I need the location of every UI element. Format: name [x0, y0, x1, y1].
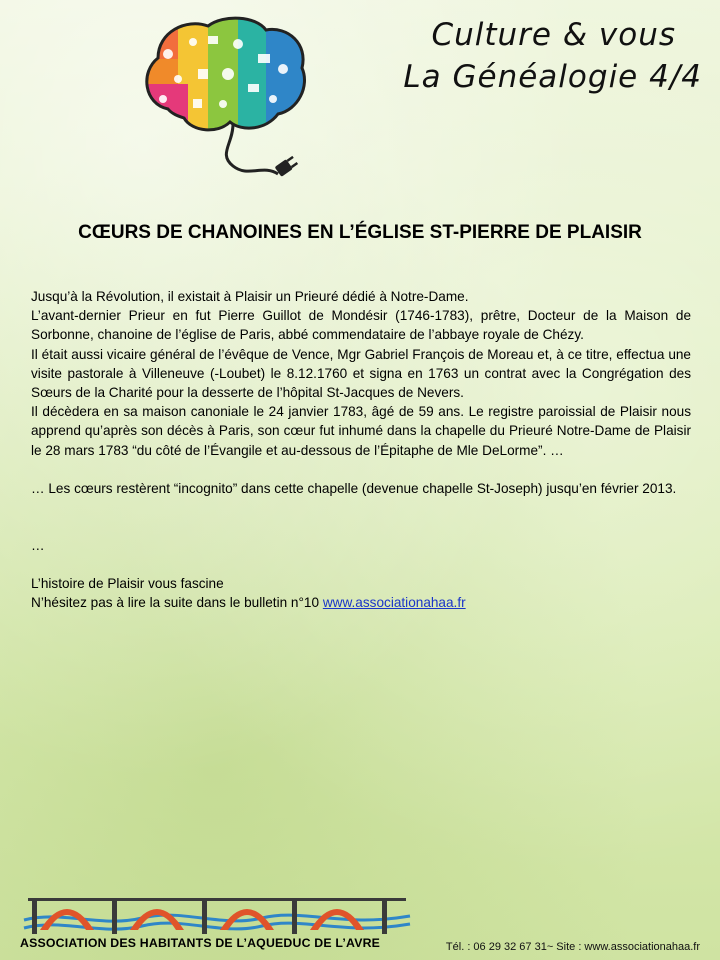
paragraph-4: Il décèdera en sa maison canoniale le 24 janvier 1783, âgé de 59 ans. Le registre paroissial de Plaisir nous apprend qu’après son décès à Paris, son cœur fut inhumé dans la chapelle du Prieuré Notre-Dame de Plaisir le 28 mars 1783 “du côté de l’Évangile et au-dessous de l’Épitaphe de Mle DeLorme”. … — [31, 404, 691, 458]
paragraph-2: L’avant-dernier Prieur en fut Pierre Guillot de Mondésir (1746-1783), prêtre, Docteur de la Maison de Sorbonne, chanoine de l’église de Paris, abbé commendataire de l’abbaye royale de Chézy. — [31, 308, 691, 343]
brain-icon — [138, 14, 308, 189]
header-line1: Culture & vous — [431, 17, 676, 53]
paragraph-8-text: N’hésitez pas à lire la suite dans le bulletin n°10 — [31, 595, 323, 611]
contact-info: Tél. : 06 29 32 67 31~ Site : www.associationahaa.fr — [445, 941, 700, 953]
paragraph-7: L’histoire de Plaisir vous fascine — [31, 576, 224, 592]
paragraph-1: Jusqu’à la Révolution, il existait à Plaisir un Prieuré dédié à Notre-Dame. — [31, 289, 469, 304]
paragraph-8 — [31, 593, 691, 612]
website-link[interactable]: www.associationahaa.fr — [322, 595, 466, 611]
paragraph-3: Il était aussi vicaire général de l’évêque de Vence, Mgr Gabriel François de Moreau et, à ce titre, effectua une visite pastorale à Villeneuve (-Loubet) le 8.12.1760 et signa en 1763 un contrat avec la Congrégation des Sœurs de la Charité pour la desserte de l’hôpital St-Jacques de Nevers. — [31, 346, 691, 401]
header-line2: La Généalogie 4/4 — [403, 59, 702, 95]
paragraph-5: … Les cœurs restèrent “incognito” dans cette chapelle (devenue chapelle St-Joseph) jusqu’en février 2013. — [31, 480, 677, 496]
association-name: ASSOCIATION DES HABITANTS DE L’AQUEDUC DE L’AVRE — [20, 936, 381, 950]
article-title: CŒURS DE CHANOINES EN L’ÉGLISE ST-PIERRE DE PLAISIR — [78, 222, 642, 243]
paragraph-ellipsis: … — [31, 538, 45, 554]
header-title — [403, 14, 702, 98]
article-body — [31, 287, 691, 613]
